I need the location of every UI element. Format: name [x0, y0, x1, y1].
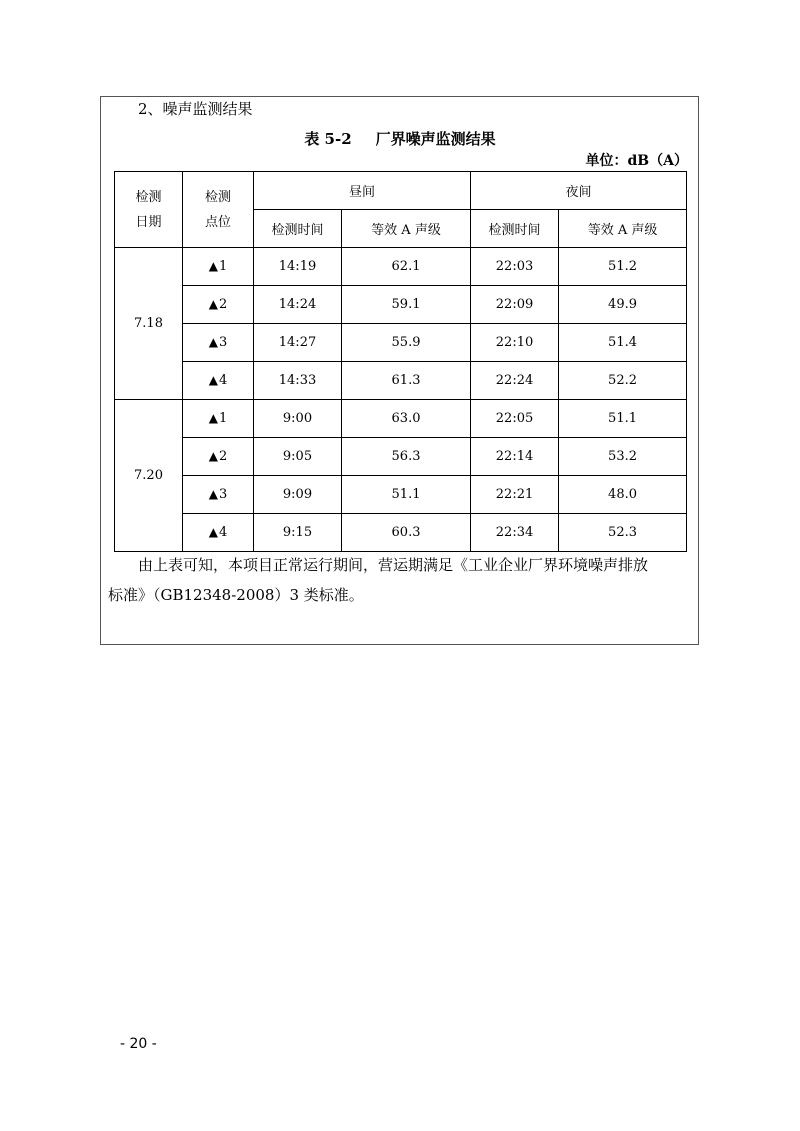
night-time-cell: 22:14 — [471, 438, 559, 476]
table-row — [115, 476, 687, 514]
conclusion-line-2: 标准》（GB12348-2008）3 类标准。 — [108, 586, 364, 604]
night-level-cell: 52.3 — [559, 514, 687, 552]
table-number: 表 5-2 — [304, 130, 352, 148]
unit-label: 单位：dB（A） — [585, 153, 688, 169]
night-time-cell: 22:10 — [471, 324, 559, 362]
day-level-cell: 59.1 — [342, 286, 471, 324]
triangle-icon: ▲ — [208, 525, 218, 539]
date-cell: 7.20 — [115, 400, 183, 552]
point-number: 1 — [218, 411, 228, 426]
point-cell — [183, 324, 254, 362]
table-row — [115, 324, 687, 362]
header-day-level: 等效 A 声级 — [342, 210, 471, 248]
triangle-icon: ▲ — [208, 449, 218, 463]
night-level-cell: 52.2 — [559, 362, 687, 400]
section-heading: 2、噪声监测结果 — [138, 100, 253, 118]
triangle-icon: ▲ — [208, 335, 218, 349]
table-row — [115, 248, 687, 286]
night-level-cell: 51.1 — [559, 400, 687, 438]
day-level-cell: 63.0 — [342, 400, 471, 438]
triangle-icon: ▲ — [208, 411, 218, 425]
triangle-icon: ▲ — [208, 487, 218, 501]
point-number: 4 — [218, 373, 228, 388]
day-level-cell: 55.9 — [342, 324, 471, 362]
table-row — [115, 438, 687, 476]
table-name: 厂界噪声监测结果 — [375, 130, 496, 148]
night-level-cell: 51.4 — [559, 324, 687, 362]
header-date: 检测 日期 — [115, 172, 183, 248]
night-time-cell: 22:03 — [471, 248, 559, 286]
point-cell — [183, 400, 254, 438]
night-level-cell: 51.2 — [559, 248, 687, 286]
day-level-cell: 60.3 — [342, 514, 471, 552]
day-time-cell: 14:19 — [254, 248, 342, 286]
point-number: 3 — [218, 487, 228, 502]
header-day-time: 检测时间 — [254, 210, 342, 248]
night-time-cell: 22:24 — [471, 362, 559, 400]
day-level-cell: 56.3 — [342, 438, 471, 476]
table-title — [0, 129, 800, 149]
night-time-cell: 22:34 — [471, 514, 559, 552]
night-level-cell: 48.0 — [559, 476, 687, 514]
point-cell — [183, 362, 254, 400]
point-number: 2 — [218, 449, 228, 464]
conclusion-paragraph — [108, 550, 692, 610]
point-cell — [183, 476, 254, 514]
point-cell — [183, 248, 254, 286]
header-point: 检测 点位 — [183, 172, 254, 248]
day-time-cell: 9:15 — [254, 514, 342, 552]
point-number: 4 — [218, 525, 228, 540]
header-day: 昼间 — [254, 172, 471, 210]
conclusion-line-1: 由上表可知，本项目正常运行期间，营运期满足《工业企业厂界环境噪声排放 — [138, 556, 649, 574]
day-time-cell: 9:09 — [254, 476, 342, 514]
night-time-cell: 22:05 — [471, 400, 559, 438]
date-cell: 7.18 — [115, 248, 183, 400]
day-level-cell: 61.3 — [342, 362, 471, 400]
night-level-cell: 49.9 — [559, 286, 687, 324]
point-number: 1 — [218, 259, 228, 274]
table-row — [115, 514, 687, 552]
triangle-icon: ▲ — [208, 259, 218, 273]
triangle-icon: ▲ — [208, 373, 218, 387]
night-time-cell: 22:21 — [471, 476, 559, 514]
day-level-cell: 51.1 — [342, 476, 471, 514]
noise-results-table — [114, 171, 687, 552]
table-row — [115, 400, 687, 438]
day-time-cell: 14:24 — [254, 286, 342, 324]
point-cell — [183, 438, 254, 476]
point-number: 2 — [218, 297, 228, 312]
point-cell — [183, 286, 254, 324]
triangle-icon: ▲ — [208, 297, 218, 311]
header-night-level: 等效 A 声级 — [559, 210, 687, 248]
day-time-cell: 14:27 — [254, 324, 342, 362]
point-cell — [183, 514, 254, 552]
night-time-cell: 22:09 — [471, 286, 559, 324]
table-row — [115, 286, 687, 324]
day-level-cell: 62.1 — [342, 248, 471, 286]
table-header-row — [115, 172, 687, 210]
header-night: 夜间 — [471, 172, 687, 210]
point-number: 3 — [218, 335, 228, 350]
header-night-time: 检测时间 — [471, 210, 559, 248]
day-time-cell: 14:33 — [254, 362, 342, 400]
table-row — [115, 362, 687, 400]
night-level-cell: 53.2 — [559, 438, 687, 476]
day-time-cell: 9:05 — [254, 438, 342, 476]
page-number: - 20 - — [120, 1036, 157, 1052]
day-time-cell: 9:00 — [254, 400, 342, 438]
